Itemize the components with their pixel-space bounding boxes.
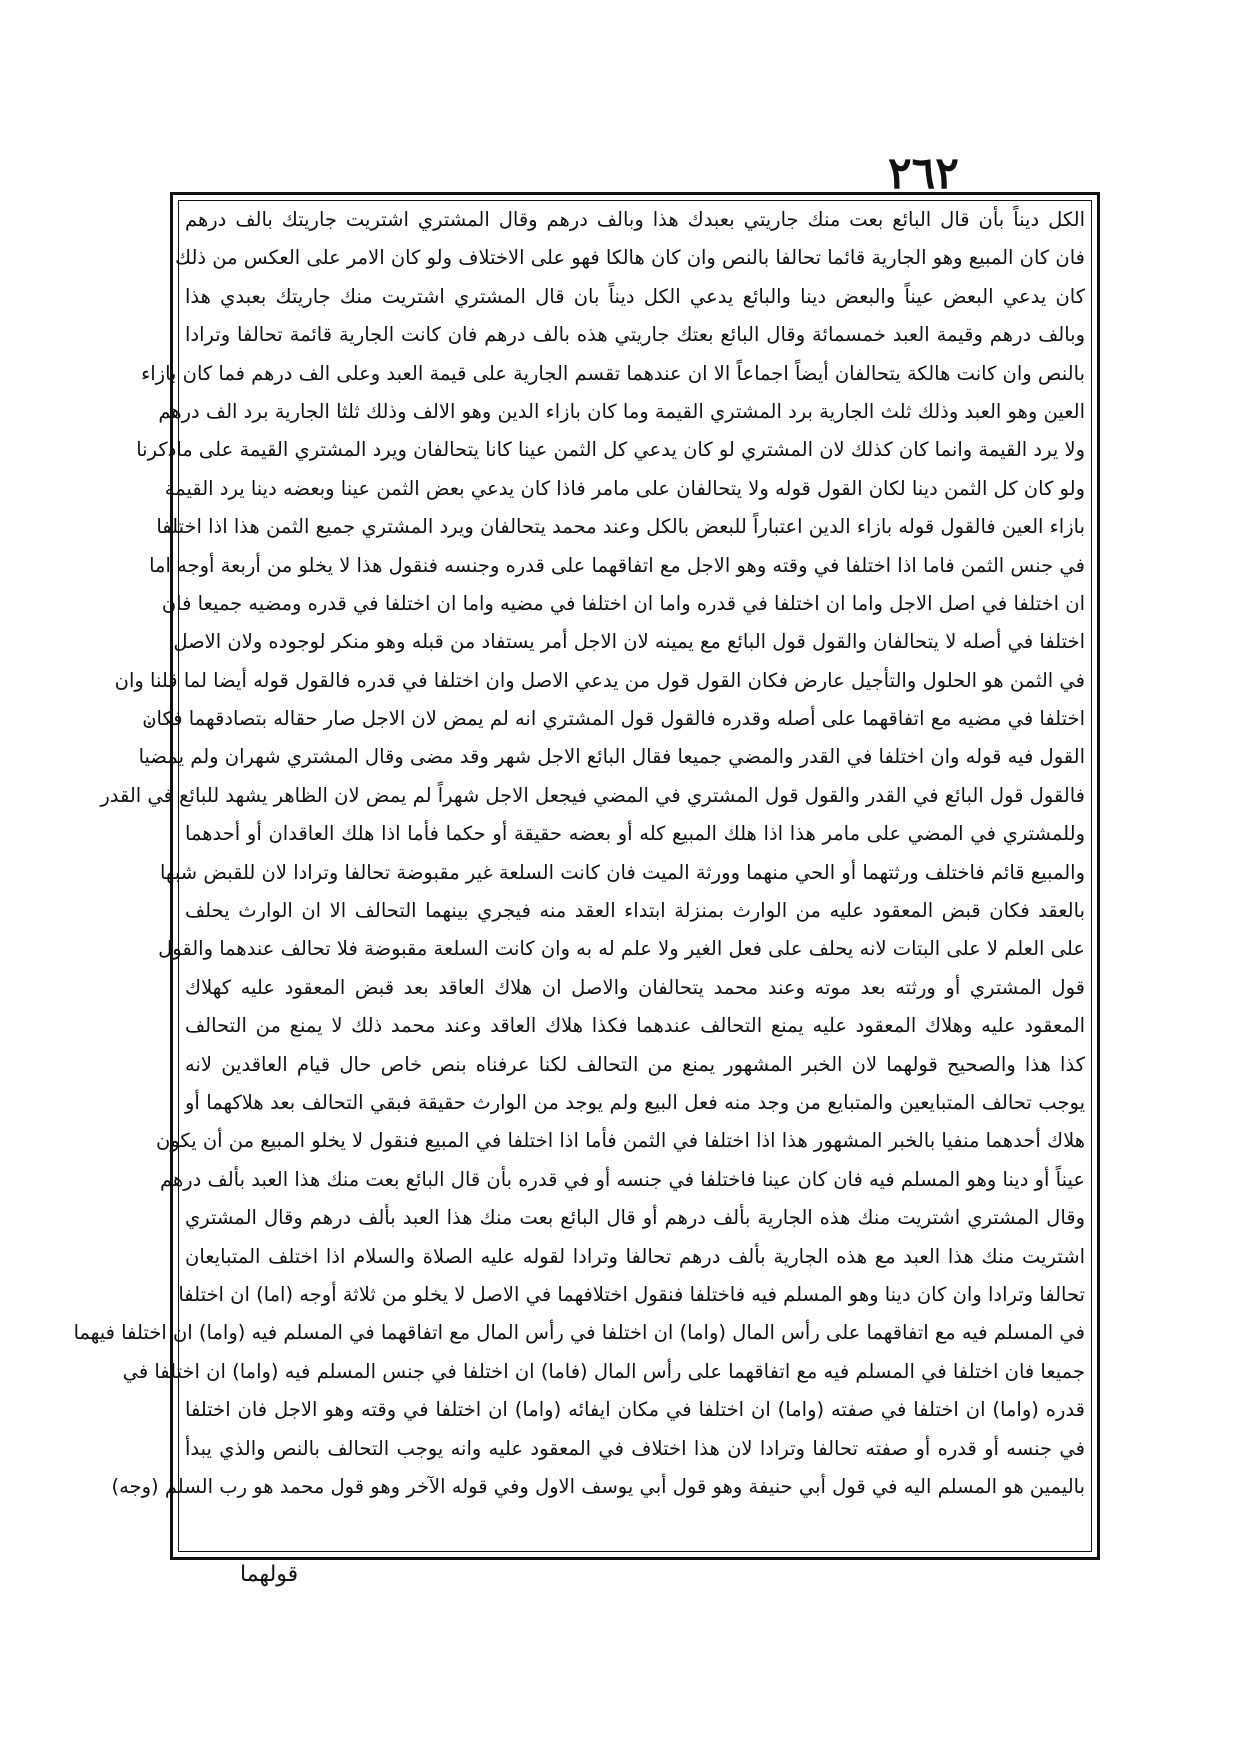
text-line: كان يدعي البعض عيناً والبعض دينا والبائع يدعي الكل ديناً بان قال المشتري اشتريت منك جاريتك بعبدي هذا [185,284,1085,308]
text-line: بالعقد فكان قبض المعقود عليه من الوارث بمنزلة ابتداء العقد منه فيجري بينهما التحالف الا ان الوارث يحلف [185,899,1085,923]
text-line: العين وهو العبد وذلك ثلث الجارية برد المشتري القيمة وما كان بازاء الدين وهو الالف وذلك ثلثا الجارية برد الف درهم [158,399,1085,423]
text-line: وقال المشتري اشتريت منك هذه الجارية بألف درهم أو قال البائع بعت منك هذا العبد بألف درهم وقال المشتري [185,1206,1085,1230]
text-line: جميعا فان اختلفا في المسلم فيه مع اتفاقهما على رأس المال (فاما) ان اختلفا في جنس المسلم فيه (واما) ان اختلفا في [122,1359,1085,1383]
text-line: باليمين هو المسلم اليه في قول أبي حنيفة وهو قول أبي يوسف الاول وفي قوله الآخر وهو قول محمد هو رب السلم (وجه) [111,1474,1085,1498]
text-line: بازاء العين فالقول قوله بازاء الدين اعتباراً للبعض بالكل وعند محمد يتحالفان ويرد المشتري جميع الثمن هذا اذا اختلفا [156,515,1085,539]
text-line: هلاك أحدهما منفيا بالخبر المشهور هذا اذا اختلفا في الثمن فأما اذا اختلفا في المبيع فنقول لا يخلو المبيع من أن يكون [156,1129,1085,1153]
text-line: اشتريت منك هذا العبد مع هذه الجارية بألف درهم تحالفا وترادا لقوله عليه الصلاة والسلام اذا اختلف المتبايعان [185,1244,1085,1268]
text-line: فالقول قول البائع في القدر والقول قول المشتري في المضي فيجعل الاجل شهراً لم يمض لان الظاهر يشهد للبائع في القدر [100,783,1085,807]
text-line: ولا يرد القيمة وانما كان كذلك لان المشتري لو كان يدعي كل الثمن عينا كانا يتحالفان ويرد المشتري القيمة على ماذكرنا [136,438,1085,462]
text-line: في جنس الثمن فاما اذا اختلفا في وقته وهو الاجل مع اتفاقهما على قدره وجنسه فنقول هذا لا يخلو من أربعة أوجه اما [149,553,1085,577]
page-number: ٢٦٢ [888,148,959,199]
text-line: تحالفا وترادا وان كان دينا وهو المسلم فيه فاختلفا فنقول اختلافهما في الاصل لا يخلو من ثلاثة أوجه (اما) ان اختلفا [178,1282,1085,1306]
text-line: وبالف درهم وقيمة العبد خمسمائة وقال البائع بعتك جاريتي هذه بالف درهم فان كانت الجارية قائمة تحالفا وترادا [185,323,1085,347]
text-line: فان كان المبيع وهو الجارية قائما تحالفا بالنص وان كان هالكا فهو على الاختلاف ولو كان الامر على العكس من ذلك [175,246,1085,270]
text-line: في المسلم فيه مع اتفاقهما على رأس المال (واما) ان اختلفا في رأس المال مع اتفاقهما في المسلم فيه (واما) ان اختلفا فيهما [73,1321,1085,1345]
text-line: في جنسه أو قدره أو صفته تحالفا وترادا لان هذا اختلاف في المعقود عليه وانه يوجب التحالف بالنص والذي يبدأ [185,1436,1085,1460]
text-line: وللمشتري في المضي على مامر هذا اذا هلك المبيع كله أو بعضه حقيقة أو حكما فأما اذا هلك العاقدان أو أحدهما [185,822,1085,846]
catchword: قولهما [240,1562,299,1587]
text-line: القول فيه قوله وان اختلفا في القدر والمضي جميعا فقال البائع الاجل شهر وقد مضى وقال المشتري شهران ولم يمضيا [138,745,1085,769]
text-line: الكل ديناً بأن قال البائع بعت منك جاريتي بعبدك هذا وبالف درهم وقال المشتري اشتريت جاريتك بالف درهم [185,208,1085,231]
text-block [73,201,1085,1506]
text-line: على العلم لا على البتات لانه يحلف على فعل الغير ولا علم له به وان كانت السلعة مقبوضة فلا تحالف عندهما والقول [158,937,1085,961]
text-line: والمبيع قائم فاختلف ورثتهما أو الحي منهما وورثة الميت فان كانت السلعة غير مقبوضة تحالفا وترادا لان للقبض شبها [159,860,1085,884]
text-line: ولو كان كل الثمن دينا لكان القول قوله ولا يتحالفان على مامر فاذا كان يدعي بعض الثمن عينا وبعضه دينا يرد القيمة [164,476,1085,500]
text-line: قول المشتري أو ورثته بعد موته وعند محمد يتحالفان والاصل ان هلاك العاقد بعد قبض المعقود عليه كهلاك [185,975,1085,999]
text-line: ان اختلفا في اصل الاجل واما ان اختلفا في قدره واما ان اختلفا في مضيه واما ان اختلفا في قدره ومضيه جميعا فان [161,591,1085,615]
text-line: بالنص وان كانت هالكة يتحالفان أيضاً اجماعاً الا ان عندهما تقسم الجارية على قيمة العبد وعلى الف درهم فما كان بازاء [141,361,1085,385]
text-line: يوجب تحالف المتبايعين والمتبايع من وجد منه فعل البيع ولم يوجد من الوارث حقيقة فبقي التحالف بعد هلاكهما أو [185,1090,1085,1114]
text-line: اختلفا في أصله لا يتحالفان والقول قول البائع مع يمينه لان الاجل أمر يستفاد من قبله وهو منكر لوجوده ولان الاصل [173,630,1085,654]
text-line: قدره (واما) ان اختلفا في صفته (واما) ان اختلفا في مكان ايفائه (واما) ان اختلفا في وقته وهو الاجل فان اختلفا [185,1398,1085,1422]
text-line: في الثمن هو الحلول والتأجيل عارض فكان القول قول من يدعي الاصل وان اختلفا في قدره فالقول قوله أيضا لما قلنا وان [114,668,1085,692]
text-line: عيناً أو دينا وهو المسلم فيه فان كان عينا فاختلفا في جنسه أو في قدره بأن قال البائع بعت منك هذا العبد بألف درهم [159,1167,1085,1191]
text-line: اختلفا في مضيه مع اتفاقهما على أصله وقدره فالقول قول المشتري انه لم يمض لان الاجل صار حقاله بتصادقهما فكان [142,707,1085,731]
text-line: كذا هذا والصحيح قولهما لان الخبر المشهور يمنع من التحالف لكنا عرفناه بنص خاص حال قيام العاقدين لانه [185,1052,1085,1076]
text-line: المعقود عليه وهلاك المعقود عليه يمنع التحالف عندهما فكذا هلاك العاقد وعند محمد ذلك لا يمنع من التحالف [185,1014,1085,1038]
page-frame [73,192,1100,1560]
